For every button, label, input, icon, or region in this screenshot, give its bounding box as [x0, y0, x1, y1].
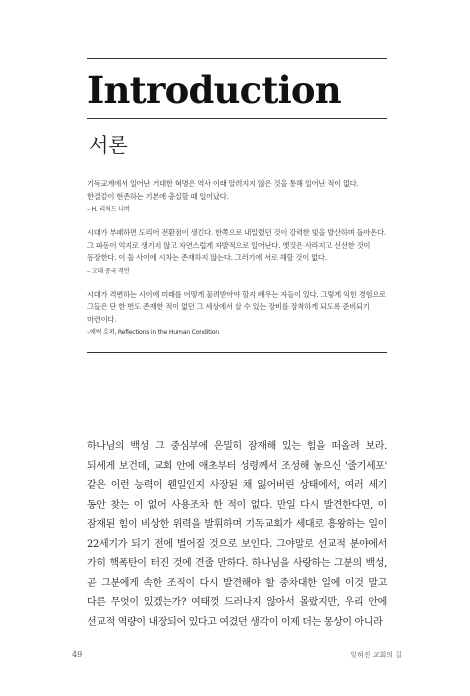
running-head: 잊혀진 교회의 길	[350, 651, 402, 659]
epigraph-text: 기독교계에서 일어난 거대한 혁명은 역사 이래 알려지지 않은 것을 통해 일어난 적이 없다. 한결같이 현존하는 기본에 충실할 때 일어났다.	[87, 179, 359, 201]
top-rule	[87, 58, 387, 59]
epigraph	[87, 289, 387, 339]
body-paragraph: 하나님의 백성 그 중심부에 은밀히 잠재해 있는 힘을 떠올려 보라. 되세게 보건데, 교회 안에 애초부터 성령께서 조성해 놓으신 '줄기세포' 같은 이런 능력이 웬일인지 사장된 채 잃어버린 상태에서, 여러 세기 동안 찾는 이 없어 사용조차 한 적이 없다. 만일 다시 발견한다면, 이 잠재된 힘이 비상한 위력을 발휘하며 기독교회가 세대로 흥왕하는 일이 22세기가 되기 전에 벌어질 것으로 보인다. 그야말로 선교적 분야에서 가히 핵폭탄이 터진 것에 견줄 만하다. 하나님을 사랑하는 그분의 백성, 곧 그분에게 속한 조직이 다시 발견해야 할 중차대한 일에 이것 말고 다른 무엇이 있겠는가? 여태껏 드러나지 않아서 몰랐지만, 우리 안에 선교적 역량이 내장되어 있다고 여겼던 생각이 이제 더는 몽상이 아니라	[87, 441, 387, 628]
epigraph-source: – H. 리처드 니버	[87, 206, 130, 213]
epigraph-text: 시대가 격변하는 시이에 미래를 어떻게 물려받아야 할지 배우는 자들이 있다. 그렇게 익힌 경험으로 그들은 단 한 번도 존재한 적이 없던 그 세상에서 살 수 있는 장비를 장착하게 되도록 준비되기 마련이다.	[87, 289, 386, 324]
epigraph-source: – 고대 중국 격언	[87, 267, 130, 275]
epigraph	[87, 178, 387, 215]
epigraph-text: 시대가 부패하면 도리어 전환점이 생긴다. 한쪽으로 내밀렸던 것이 강력한 빛을 발산하며 돌아온다. 그 파동이 억지로 생기지 않고 자연스럽게 자발적으로 일어난다. 옛것은 사라지고 신선한 것이 등장한다. 이 둘 사이에 시차는 존재하지 않는다. 그러기에 서로 해할 것이 없다.	[87, 228, 386, 262]
chapter-subtitle: 서론	[89, 133, 128, 157]
epigraph-section	[87, 178, 387, 350]
epigraph-source: –에릭 호퍼, Reflections in the Human Condition	[87, 329, 219, 336]
chapter-title: Introduction	[87, 68, 341, 112]
page-number: 49	[72, 650, 83, 659]
epigraph-bottom-rule	[87, 352, 387, 353]
title-rule	[87, 118, 387, 119]
epigraph	[87, 227, 387, 277]
